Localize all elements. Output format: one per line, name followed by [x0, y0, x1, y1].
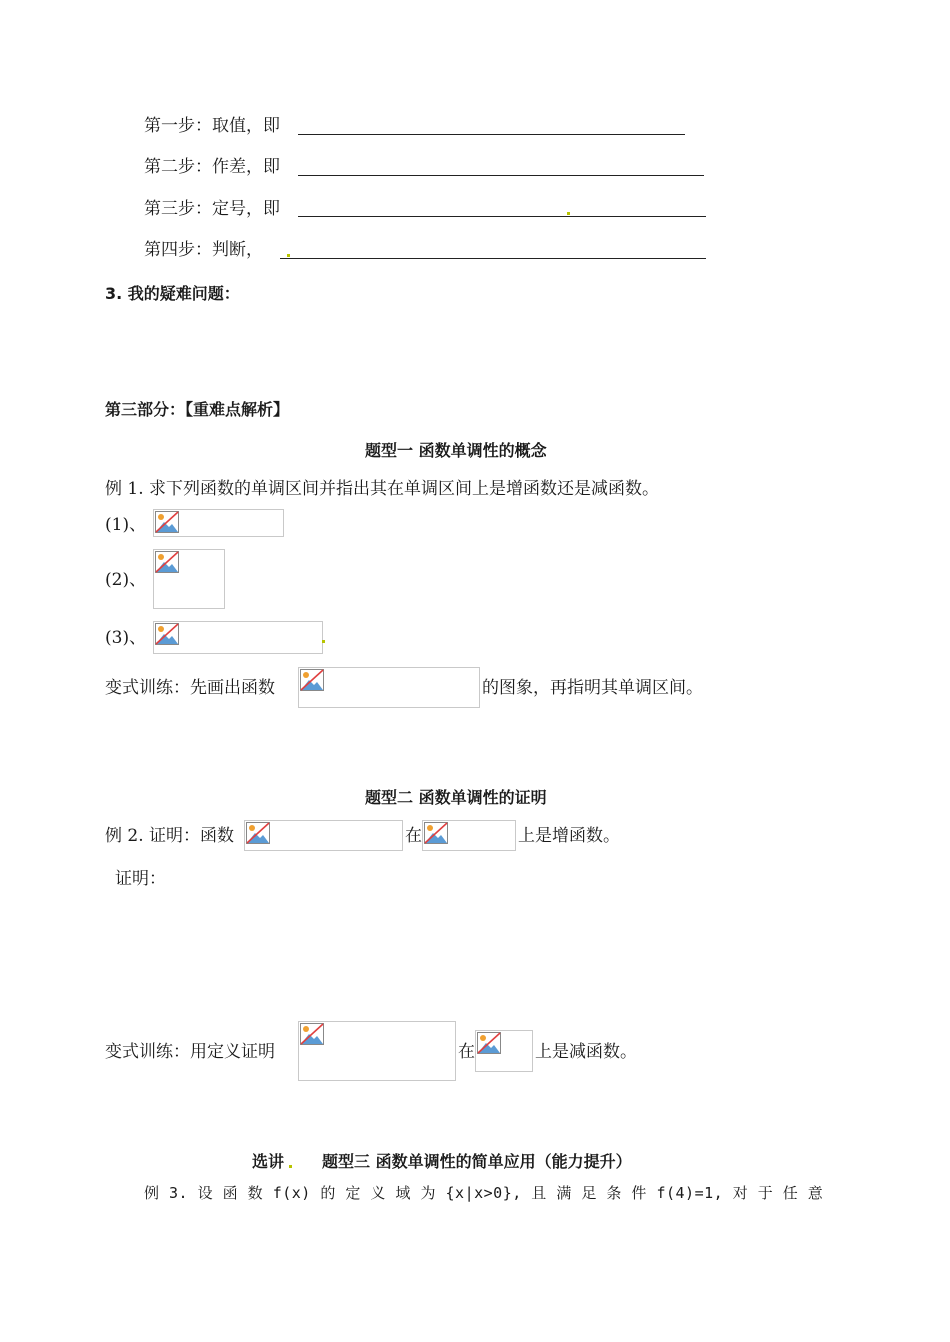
broken-image-icon	[424, 822, 448, 844]
step-3-blank[interactable]	[298, 216, 706, 217]
step-3-label: 第三步：定号，即	[144, 199, 280, 219]
broken-image-icon	[155, 623, 179, 645]
step-1-label: 第一步：取值，即	[144, 116, 280, 136]
broken-image-icon	[300, 669, 324, 691]
formula-image-7	[298, 1021, 456, 1081]
type-3-prefix: 选讲	[252, 1152, 285, 1171]
broken-image-icon	[155, 551, 179, 573]
variant-1-suffix: 的图象，再指明其单调区间。	[482, 678, 703, 698]
variant-2-mid: 在	[458, 1042, 475, 1062]
formula-image-5	[244, 820, 403, 851]
proof-label: 证明：	[115, 869, 166, 889]
edit-marker	[322, 640, 325, 643]
step-2-label: 第二步：作差，即	[144, 157, 280, 177]
item-3-label: (3)、	[105, 628, 147, 648]
broken-image-icon	[155, 511, 179, 533]
step-4-label: 第四步：判断，	[144, 240, 263, 260]
type-1-heading: 题型一 函数单调性的概念	[365, 441, 547, 460]
example-1-text: 例 1. 求下列函数的单调区间并指出其在单调区间上是增函数还是减函数。	[105, 479, 660, 499]
item-1-label: (1)、	[105, 515, 147, 535]
formula-image-8	[475, 1030, 533, 1072]
step-1-blank[interactable]	[298, 134, 685, 135]
formula-image-3	[153, 621, 323, 654]
edit-marker	[567, 212, 570, 215]
formula-image-2	[153, 549, 225, 609]
formula-image-6	[422, 820, 516, 851]
example-3-text: 例 3. 设 函 数 f(x) 的 定 义 域 为 {x|x>0}, 且 满 足 条 件 f(4)=1, 对 于 任 意	[144, 1184, 824, 1202]
edit-marker	[289, 1165, 292, 1168]
type-3-heading: 题型三 函数单调性的简单应用（能力提升）	[322, 1152, 632, 1171]
formula-image-4	[298, 667, 480, 708]
broken-image-icon	[246, 822, 270, 844]
example-2-mid: 在	[405, 826, 422, 846]
example-2-prefix: 例 2. 证明：函数	[105, 826, 235, 846]
item-2-label: (2)、	[105, 570, 147, 590]
part-3-title: 第三部分：【重难点解析】	[105, 400, 290, 419]
step-4-blank[interactable]	[280, 258, 706, 259]
edit-marker	[287, 254, 290, 257]
example-2-suffix: 上是增函数。	[518, 826, 620, 846]
broken-image-icon	[477, 1032, 501, 1054]
type-2-heading: 题型二 函数单调性的证明	[365, 788, 547, 807]
formula-image-1	[153, 509, 284, 537]
section-3-title: 3. 我的疑难问题：	[105, 284, 240, 303]
broken-image-icon	[300, 1023, 324, 1045]
variant-1-prefix: 变式训练：先画出函数	[105, 678, 275, 698]
step-2-blank[interactable]	[298, 175, 704, 176]
variant-2-suffix: 上是减函数。	[535, 1042, 637, 1062]
variant-2-prefix: 变式训练：用定义证明	[105, 1042, 275, 1062]
